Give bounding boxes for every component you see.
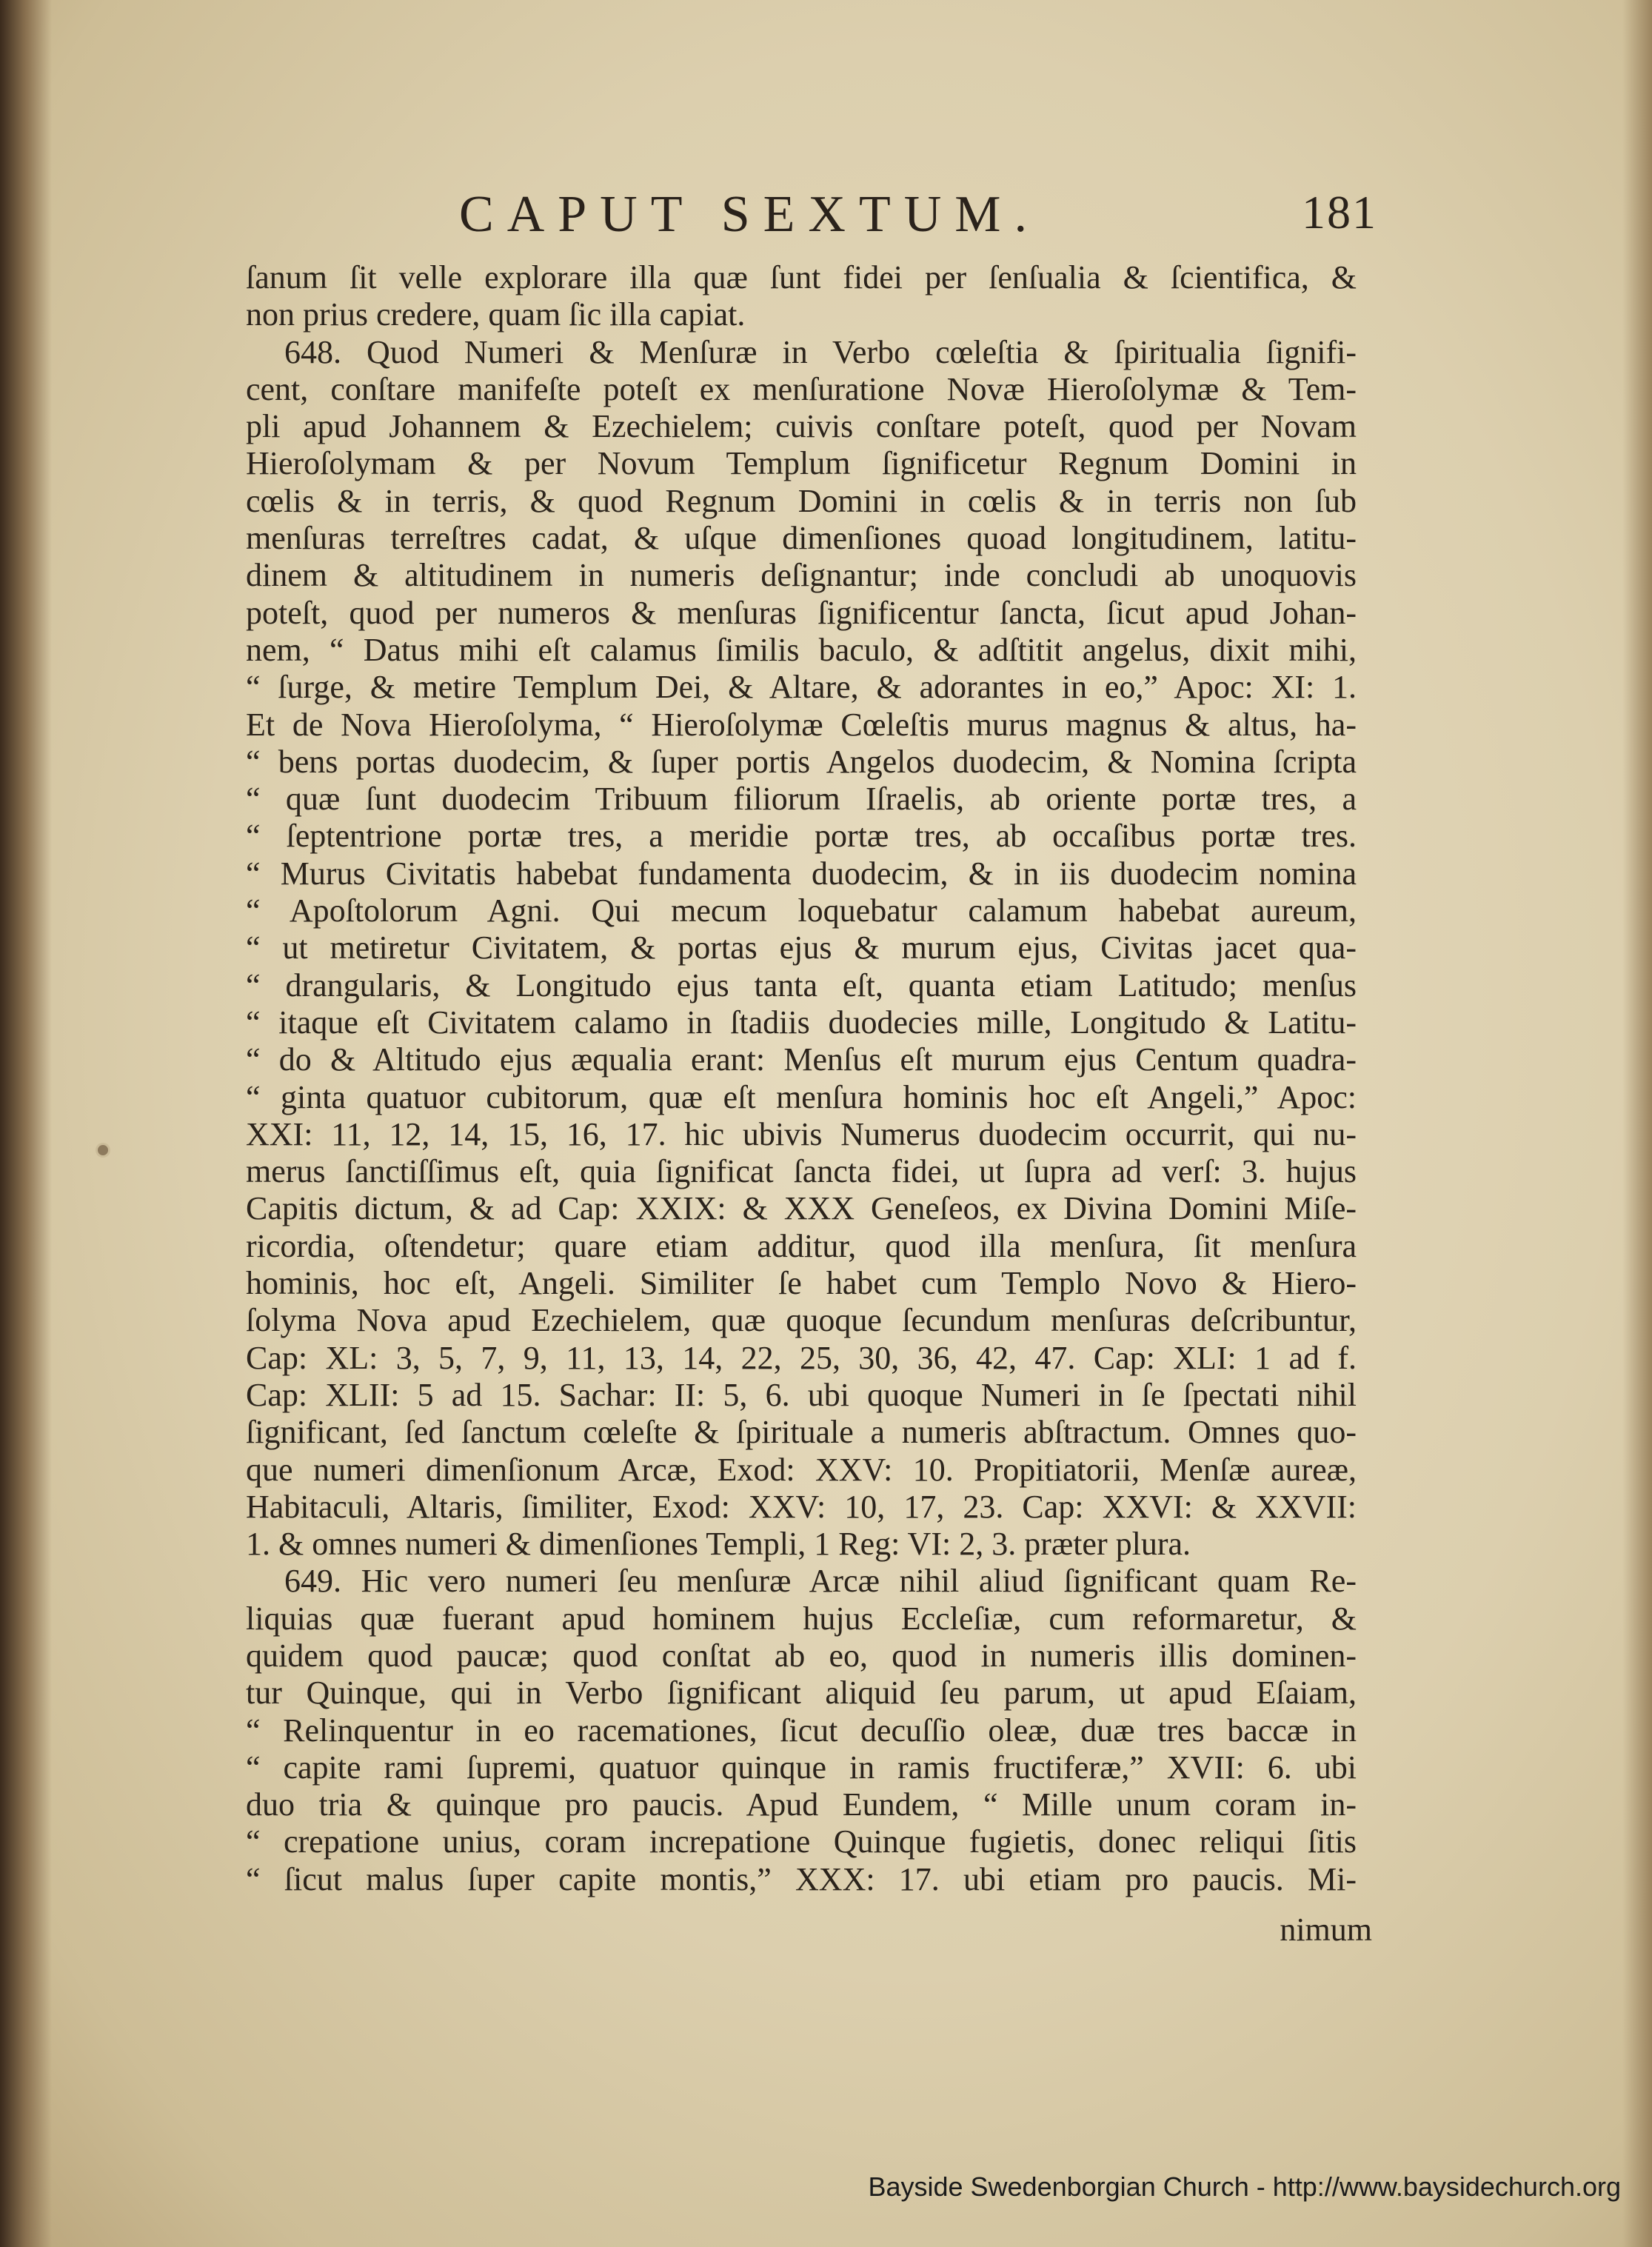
text-line: dinem & altitudinem in numeris deſignantur; inde concludi ab unoquovis [246,557,1357,594]
text-line: Capitis dictum, & ad Cap: XXIX: & XXX Geneſeos, ex Divina Domini Miſe- [246,1190,1357,1227]
catchword: nimum [1280,1912,1372,1948]
text-line: “ do & Altitudo ejus æqualia erant: Menſus eſt murum ejus Centum quadra- [246,1041,1357,1078]
text-line: “ ginta quatuor cubitorum, quæ eſt menſura hominis hoc eſt Angeli,” Apoc: [246,1078,1357,1115]
text-line: “ capite rami ſupremi, quatuor quinque in ramis fructiferæ,” XVII: 6. ubi [246,1749,1357,1786]
text-line: ſignificant, ſed ſanctum cœleſte & ſpirituale a numeris abſtractum. Omnes quo- [246,1414,1357,1451]
text-line: “ ut metiretur Civitatem, & portas ejus & murum ejus, Civitas jacet qua- [246,929,1357,966]
source-watermark: Bayside Swedenborgian Church - http://www.baysidechurch.org [868,2171,1621,2202]
text-line: Cap: XLII: 5 ad 15. Sachar: II: 5, 6. ubi quoque Numeri in ſe ſpectati nihil [246,1376,1357,1413]
text-line: pli apud Johannem & Ezechielem; cuivis conſtare poteſt, quod per Novam [246,408,1357,445]
text-line: quidem quod paucæ; quod conſtat ab eo, quod in numeris illis dominen- [246,1637,1357,1674]
running-head [459,185,1377,244]
text-line: Habitaculi, Altaris, ſimiliter, Exod: XXV: 10, 17, 23. Cap: XXVI: & XXVII: [246,1488,1357,1525]
text-line: liquias quæ fuerant apud hominem hujus Eccleſiæ, cum reformaretur, & [246,1600,1357,1637]
text-line: poteſt, quod per numeros & menſuras ſignificentur ſancta, ſicut apud Johan- [246,594,1357,631]
text-line: ſanum ſit velle explorare illa quæ ſunt fidei per ſenſualia & ſcientifica, & [246,259,1357,296]
text-line: Cap: XL: 3, 5, 7, 9, 11, 13, 14, 22, 25, 30, 36, 42, 47. Cap: XLI: 1 ad f. [246,1339,1357,1376]
paragraph-start: 648. Quod Numeri & Menſuræ in Verbo cœleſtia & ſpiritualia ſignifi- [284,333,1357,370]
text-line: ricordia, oſtendetur; quare etiam additur, quod illa menſura, ſit menſura [246,1227,1357,1264]
text-line: “ bens portas duodecim, & ſuper portis Angelos duodecim, & Nomina ſcripta [246,743,1357,780]
text-line: que numeri dimenſionum Arcæ, Exod: XXV: 10. Propitiatorii, Menſæ aureæ, [246,1451,1357,1488]
text-line: ſolyma Nova apud Ezechielem, quæ quoque ſecundum menſuras deſcribuntur, [246,1302,1357,1339]
page-number: 181 [1302,186,1377,238]
text-line: “ Relinquentur in eo racemationes, ſicut decuſſio oleæ, duæ tres baccæ in [246,1712,1357,1749]
text-line: cent, conſtare manifeſte poteſt ex menſuratione Novæ Hieroſolymæ & Tem- [246,370,1357,407]
text-line: nem, “ Datus mihi eſt calamus ſimilis baculo, & adſtitit angelus, dixit mihi, [246,631,1357,668]
text-line: hominis, hoc eſt, Angeli. Similiter ſe habet cum Templo Novo & Hiero- [246,1265,1357,1302]
text-line: 1. & omnes numeri & dimenſiones Templi, 1 Reg: VI: 2, 3. præter plura. [246,1526,1191,1563]
text-line: “ crepatione unius, coram increpatione Quinque fugietis, donec reliqui ſitis [246,1823,1357,1860]
text-line: “ ſicut malus ſuper capite montis,” XXX: 17. ubi etiam pro paucis. Mi- [246,1860,1357,1897]
body-text [246,259,1357,1898]
text-line: “ Murus Civitatis habebat fundamenta duodecim, & in iis duodecim nomina [246,855,1357,892]
text-line: tur Quinque, qui in Verbo ſignificant aliquid ſeu parum, ut apud Eſaiam, [246,1675,1357,1712]
text-line: XXI: 11, 12, 14, 15, 16, 17. hic ubivis Numerus duodecim occurrit, qui nu- [246,1115,1357,1152]
text-line: Hieroſolymam & per Novum Templum ſignificetur Regnum Domini in [246,445,1357,482]
text-line: “ Apoſtolorum Agni. Qui mecum loquebatur calamum habebat aureum, [246,892,1357,929]
text-line: “ ſurge, & metire Templum Dei, & Altare, & adorantes in eo,” Apoc: XI: 1. [246,669,1357,706]
text-line: cœlis & in terris, & quod Regnum Domini in cœlis & in terris non ſub [246,482,1357,519]
text-line: merus ſanctiſſimus eſt, quia ſignificat ſancta fidei, ut ſupra ad verſ: 3. hujus [246,1153,1357,1190]
text-line: menſuras terreſtres cadat, & uſque dimenſiones quoad longitudinem, latitu- [246,520,1357,557]
text-line: non prius credere, quam ſic illa capiat. [246,296,746,333]
paragraph-start: 649. Hic vero numeri ſeu menſuræ Arcæ nihil aliud ſignificant quam Re- [284,1563,1357,1600]
text-line: “ ſeptentrione portæ tres, a meridie portæ tres, ab occaſibus portæ tres. [246,818,1357,855]
text-line: “ drangularis, & Longitudo ejus tanta eſt, quanta etiam Latitudo; menſus [246,966,1357,1004]
chapter-heading: CAPUT SEXTUM. [459,186,1041,243]
text-line: duo tria & quinque pro paucis. Apud Eundem, “ Mille unum coram in- [246,1786,1357,1823]
text-line: “ quæ ſunt duodecim Tribuum filiorum Iſraelis, ab oriente portæ tres, a [246,781,1357,818]
margin-spot [98,1145,108,1155]
text-line: “ itaque eſt Civitatem calamo in ſtadiis duodecies mille, Longitudo & Latitu- [246,1004,1357,1041]
text-line: Et de Nova Hieroſolyma, “ Hieroſolymæ Cœleſtis murus magnus & altus, ha- [246,706,1357,743]
